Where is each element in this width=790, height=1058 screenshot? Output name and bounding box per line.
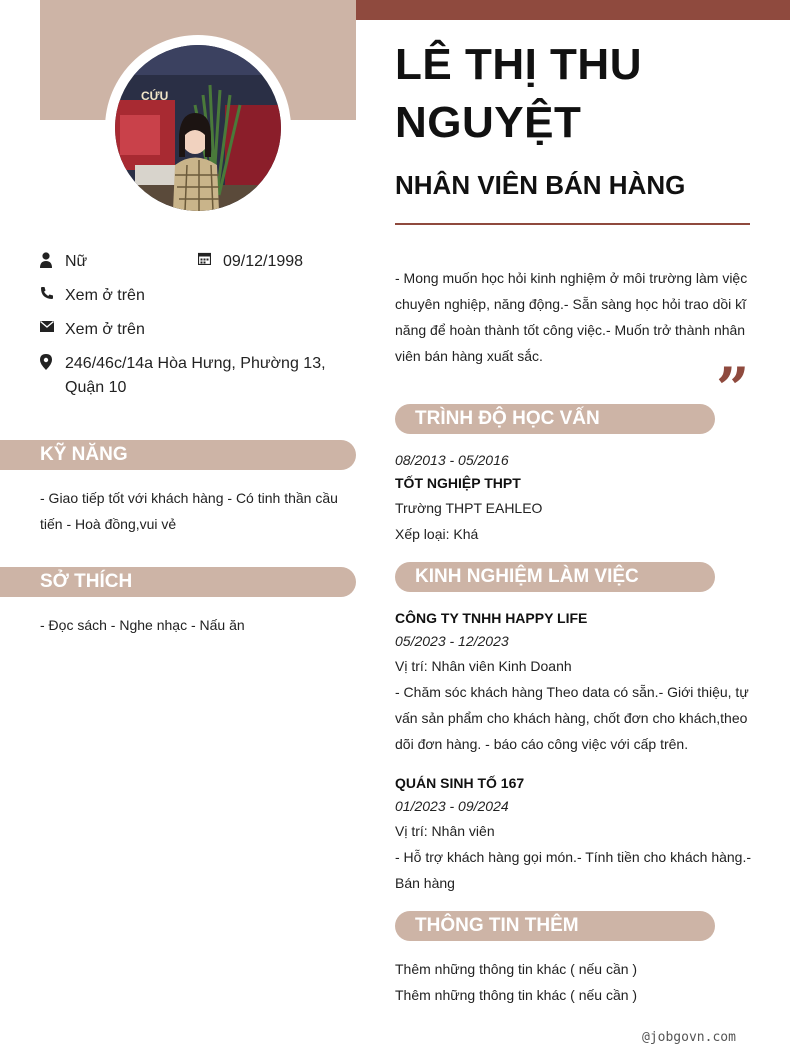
phone-icon [40,284,65,300]
education-grade: Xếp loại: Khá [395,526,479,542]
extra-heading: THÔNG TIN THÊM [395,911,715,941]
gender-row [40,250,87,274]
experience-company-2: QUÁN SINH TỐ 167 [395,775,525,791]
gender-value: Nữ [65,253,88,270]
top-accent-bar [356,0,790,20]
avatar-photo [115,45,281,211]
objective-text: - Mong muốn học hỏi kinh nghiệm ở môi trường làm việc chuyên nghiệp, năng động.- Sẵn sàng học hỏi trao dồi kĩ năng để hoàn thành tốt công việc.- Muốn trở thành nhân viên bán hàng xuất sắc. [395,270,748,364]
person-icon [40,250,65,268]
experience-period-2: 01/2023 - 09/2024 [395,798,509,814]
phone-row [40,284,145,308]
experience-description-1: - Chăm sóc khách hàng Theo data có sẵn.- Giới thiệu, tự vấn sản phẩm cho khách hàng, chốt đơn cho khách,theo dõi đơn hàng. - báo cáo công việc với cấp trên. [395,684,749,752]
hobbies-text: - Đọc sách - Nghe nhạc - Nấu ăn [40,617,245,633]
experience-description-2: - Hỗ trợ khách hàng gọi món.- Tính tiền cho khách hàng.- Bán hàng [395,849,752,891]
dob-row [198,250,303,274]
skills-text: - Giao tiếp tốt với khách hàng - Có tinh thần cầu tiến - Hoà đồng,vui vẻ [40,490,338,532]
header-divider [395,223,750,225]
experience-company-1: CÔNG TY TNHH HAPPY LIFE [395,610,588,626]
skills-heading: KỸ NĂNG [0,440,356,470]
experience-heading: KINH NGHIỆM LÀM VIỆC [395,562,715,592]
dob-value: 09/12/1998 [223,253,304,270]
address-value: 246/46c/14a Hòa Hưng, Phường 13, Quận 10 [65,355,326,396]
footer-watermark: @jobgovn.com [642,1030,736,1045]
calendar-icon [198,250,223,265]
experience-position-2: Vị trí: Nhân viên [395,823,495,839]
education-degree: TỐT NGHIỆP THPT [395,475,521,491]
avatar [115,45,281,211]
phone-value: Xem ở trên [65,287,145,304]
extra-line-2: Thêm những thông tin khác ( nếu cần ) [395,987,638,1003]
candidate-name: LÊ THỊ THU NGUYỆT [395,40,642,147]
email-value: Xem ở trên [65,321,145,338]
education-period: 08/2013 - 05/2016 [395,452,509,468]
hobbies-heading: SỞ THÍCH [0,567,356,597]
address-row [40,352,340,400]
photo-sign-text: CỨU [141,89,169,103]
extra-line-1: Thêm những thông tin khác ( nếu cần ) [395,961,638,977]
experience-period-1: 05/2023 - 12/2023 [395,633,509,649]
job-title: NHÂN VIÊN BÁN HÀNG [395,170,686,200]
email-row [40,318,145,342]
envelope-icon [40,318,65,332]
experience-position-1: Vị trí: Nhân viên Kinh Doanh [395,658,572,674]
education-heading: TRÌNH ĐỘ HỌC VẤN [395,404,715,434]
education-school: Trường THPT EAHLEO [395,500,543,516]
map-pin-icon [40,352,65,370]
quote-icon: ” [716,355,750,423]
